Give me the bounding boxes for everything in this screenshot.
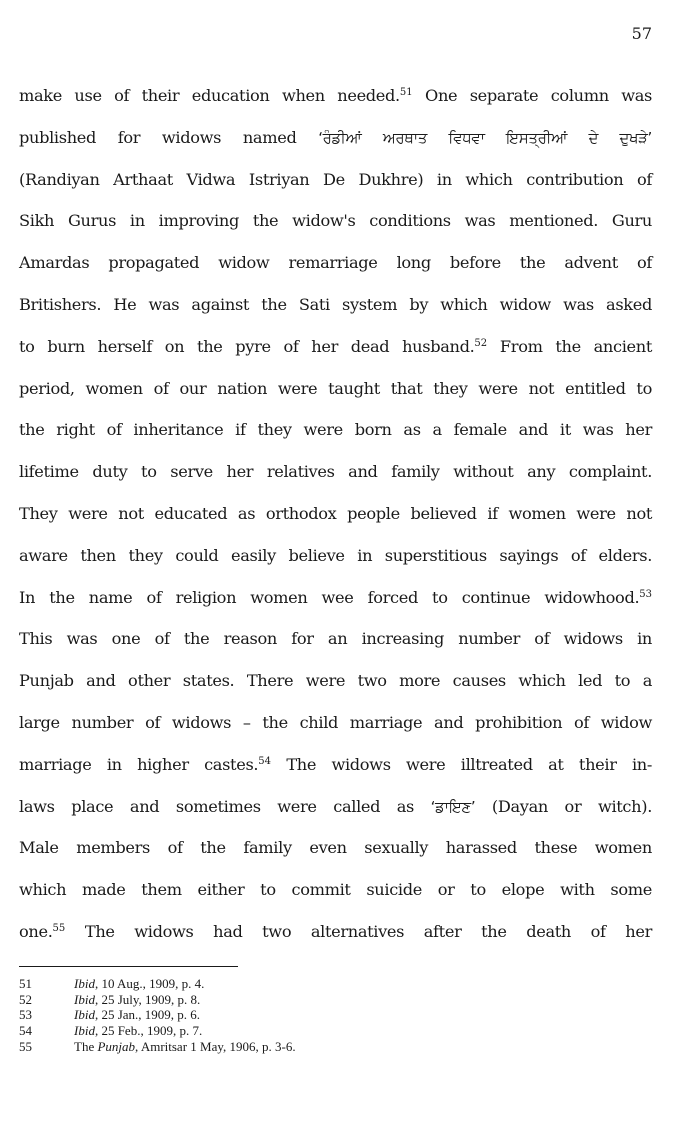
text-line [19, 409, 652, 451]
text-span: They were not educated as orthodox people believed if women were not [19, 503, 652, 523]
text-span: One separate column was [412, 86, 652, 105]
text-span: In the name of religion women wee forced to continue widowhood. [19, 587, 640, 607]
footnote-item [19, 992, 296, 1008]
text-span: lifetime duty to serve her relatives and family without any complaint. [19, 462, 652, 482]
footnote-text [74, 1039, 296, 1055]
text-line [19, 911, 652, 953]
text-line [19, 702, 652, 744]
text-line [19, 827, 652, 869]
footnote-number: 52 [19, 991, 32, 1007]
text-span: The widows had two alternatives after the death of her [65, 921, 652, 941]
text-span: Britishers. He was against the Sati system by which widow was asked [19, 294, 652, 314]
text-line [19, 75, 652, 117]
footnote-text [74, 992, 200, 1008]
footnote-reference: 53 [639, 588, 652, 600]
footnote-item [19, 1007, 296, 1023]
footnote-number: 51 [19, 976, 32, 991]
text-line [19, 284, 652, 326]
text-line [19, 117, 652, 159]
text-span: laws place and sometimes were called as [19, 796, 431, 816]
text-line [19, 159, 652, 201]
body-text [19, 75, 652, 953]
text-span: aware then they could easily believe in superstitious sayings of elders. [19, 545, 652, 565]
footnote-text [74, 1023, 202, 1039]
text-span: large number of widows – the child marriage and prohibition of widow [19, 712, 652, 732]
footnote-reference: 54 [258, 755, 271, 767]
footnote-reference: 52 [474, 337, 488, 349]
footnote-number: 53 [19, 1007, 32, 1023]
text-span: one. [19, 921, 53, 941]
footnote-separator [19, 966, 238, 967]
footnote-number: 54 [19, 1023, 32, 1039]
text-line [19, 869, 652, 911]
text-line [19, 242, 652, 284]
footnote-source: Ibid [74, 1007, 95, 1023]
footnote-text [74, 1007, 200, 1023]
text-span: The widows were illtreated at their in- [270, 754, 652, 774]
footnote-number: 55 [19, 1038, 32, 1054]
footnote-source: Ibid [74, 1023, 95, 1039]
text-span: (Randiyan Arthaat Vidwa Istriyan De Dukhre) in which contribution of [19, 169, 652, 189]
text-line [19, 577, 652, 619]
text-span: (Dayan or witch). [475, 796, 652, 816]
footnote-item [19, 1023, 296, 1039]
text-line [19, 660, 652, 702]
text-line [19, 744, 652, 786]
text-line [19, 326, 652, 368]
footnote-citation: , 25 Jan., 1909, p. 6. [94, 1007, 201, 1023]
footnote-source: Ibid [74, 991, 95, 1007]
gurmukhi-text: ‘ਰੰਡੀਆਂ ਅਰਥਾਤ ਵਿਧਵਾ ਇਸਤ੍ਰੀਆਂ ਦੇ ਦੁਖੜੇ’ [318, 128, 652, 147]
footnote-reference: 55 [52, 922, 66, 934]
text-span: period, women of our nation were taught that they were not entitled to [19, 378, 652, 398]
footnote-citation: , Amritsar 1 May, 1906, p. 3-6. [135, 1038, 296, 1054]
footnote-prefix: The [74, 1038, 98, 1054]
footnote-text [74, 976, 204, 992]
text-span: Male members of the family even sexually harassed these women [19, 838, 652, 858]
text-span: make use of their education when needed. [19, 86, 400, 105]
footnotes [19, 976, 296, 1054]
text-line [19, 786, 652, 828]
text-span: marriage in higher castes. [19, 754, 259, 774]
footnote-citation: , 25 July, 1909, p. 8. [94, 991, 201, 1007]
footnote-source: Ibid [74, 976, 95, 991]
text-span: Amardas propagated widow remarriage long before the advent of [19, 253, 652, 273]
text-span: Sikh Gurus in improving the widow's conditions was mentioned. Guru [19, 211, 652, 231]
text-line [19, 618, 652, 660]
footnote-citation: , 25 Feb., 1909, p. 7. [94, 1023, 203, 1039]
text-span: to burn herself on the pyre of her dead husband. [19, 336, 475, 356]
text-span: This was one of the reason for an increasing number of widows in [19, 629, 652, 649]
text-line [19, 368, 652, 410]
footnote-citation: , 10 Aug., 1909, p. 4. [94, 976, 205, 991]
footnote-reference: 51 [399, 87, 413, 98]
page-number: 57 [631, 24, 652, 43]
text-span: From the ancient [487, 336, 652, 356]
text-span: the right of inheritance if they were born as a female and it was her [19, 420, 652, 440]
text-span: which made them either to commit suicide or to elope with some [19, 880, 652, 900]
footnote-source: Punjab [97, 1038, 136, 1054]
text-line [19, 493, 652, 535]
footnote-item [19, 1039, 296, 1055]
text-span: Punjab and other states. There were two more causes which led to a [19, 671, 652, 691]
text-line [19, 200, 652, 242]
text-line [19, 535, 652, 577]
footnote-item [19, 976, 296, 992]
text-line [19, 451, 652, 493]
gurmukhi-text: ‘ਡਾਇਣ’ [430, 797, 476, 816]
text-span: published for widows named [19, 127, 319, 147]
